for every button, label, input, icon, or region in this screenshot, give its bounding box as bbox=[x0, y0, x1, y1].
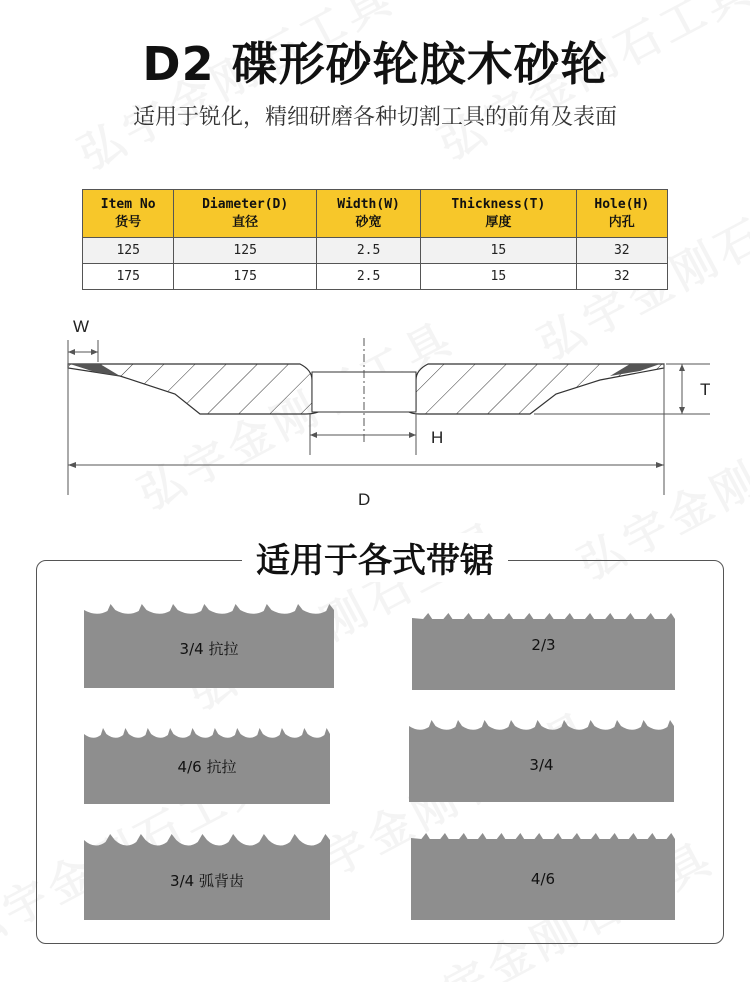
column-header: Thickness(T) 厚度 bbox=[421, 190, 576, 238]
column-header: Hole(H) 内孔 bbox=[576, 190, 667, 238]
table-cell: 175 bbox=[83, 264, 174, 290]
blade-image bbox=[412, 606, 675, 690]
dimension-label-w: W bbox=[73, 317, 90, 336]
table-cell: 175 bbox=[174, 264, 317, 290]
page-title: D2 碟形砂轮胶木砂轮 bbox=[142, 37, 608, 91]
blade-label: 3/4 bbox=[529, 756, 554, 774]
blade-image bbox=[411, 826, 675, 920]
blade-label: 3/4 弧背齿 bbox=[170, 872, 244, 890]
table-cell: 125 bbox=[174, 238, 317, 264]
blade-label: 4/6 bbox=[530, 870, 556, 888]
table-cell: 2.5 bbox=[316, 238, 420, 264]
dimension-label-h: H bbox=[431, 428, 444, 447]
band-saw-section-title: 适用于各式带锯 bbox=[0, 533, 750, 582]
table-cell: 2.5 bbox=[316, 264, 420, 290]
table-cell: 15 bbox=[421, 264, 576, 290]
page-subtitle: 适用于锐化，精细研磨各种切割工具的前角及表面 bbox=[132, 105, 617, 130]
blade-image bbox=[409, 714, 674, 802]
blade-image bbox=[84, 722, 330, 804]
column-header: Item No 货号 bbox=[83, 190, 174, 238]
wheel-section-drawing bbox=[0, 310, 750, 525]
spec-table bbox=[82, 189, 668, 290]
dimension-label-d: D bbox=[358, 490, 371, 509]
dimension-label-t: T bbox=[700, 380, 711, 399]
blade-image bbox=[84, 598, 334, 688]
table-row bbox=[83, 264, 668, 290]
blade-label: 4/6 抗拉 bbox=[177, 758, 237, 776]
table-header-row bbox=[83, 190, 668, 238]
table-cell: 32 bbox=[576, 264, 667, 290]
column-header: Width(W) 砂宽 bbox=[316, 190, 420, 238]
column-header: Diameter(D) 直径 bbox=[174, 190, 317, 238]
blade-image bbox=[84, 828, 330, 920]
table-cell: 32 bbox=[576, 238, 667, 264]
blade-label: 2/3 bbox=[531, 636, 556, 654]
wheel-cross-section-diagram bbox=[0, 310, 750, 525]
table-row bbox=[83, 238, 668, 264]
table-cell: 125 bbox=[83, 238, 174, 264]
blade-label: 3/4 抗拉 bbox=[179, 640, 239, 658]
table-cell: 15 bbox=[421, 238, 576, 264]
